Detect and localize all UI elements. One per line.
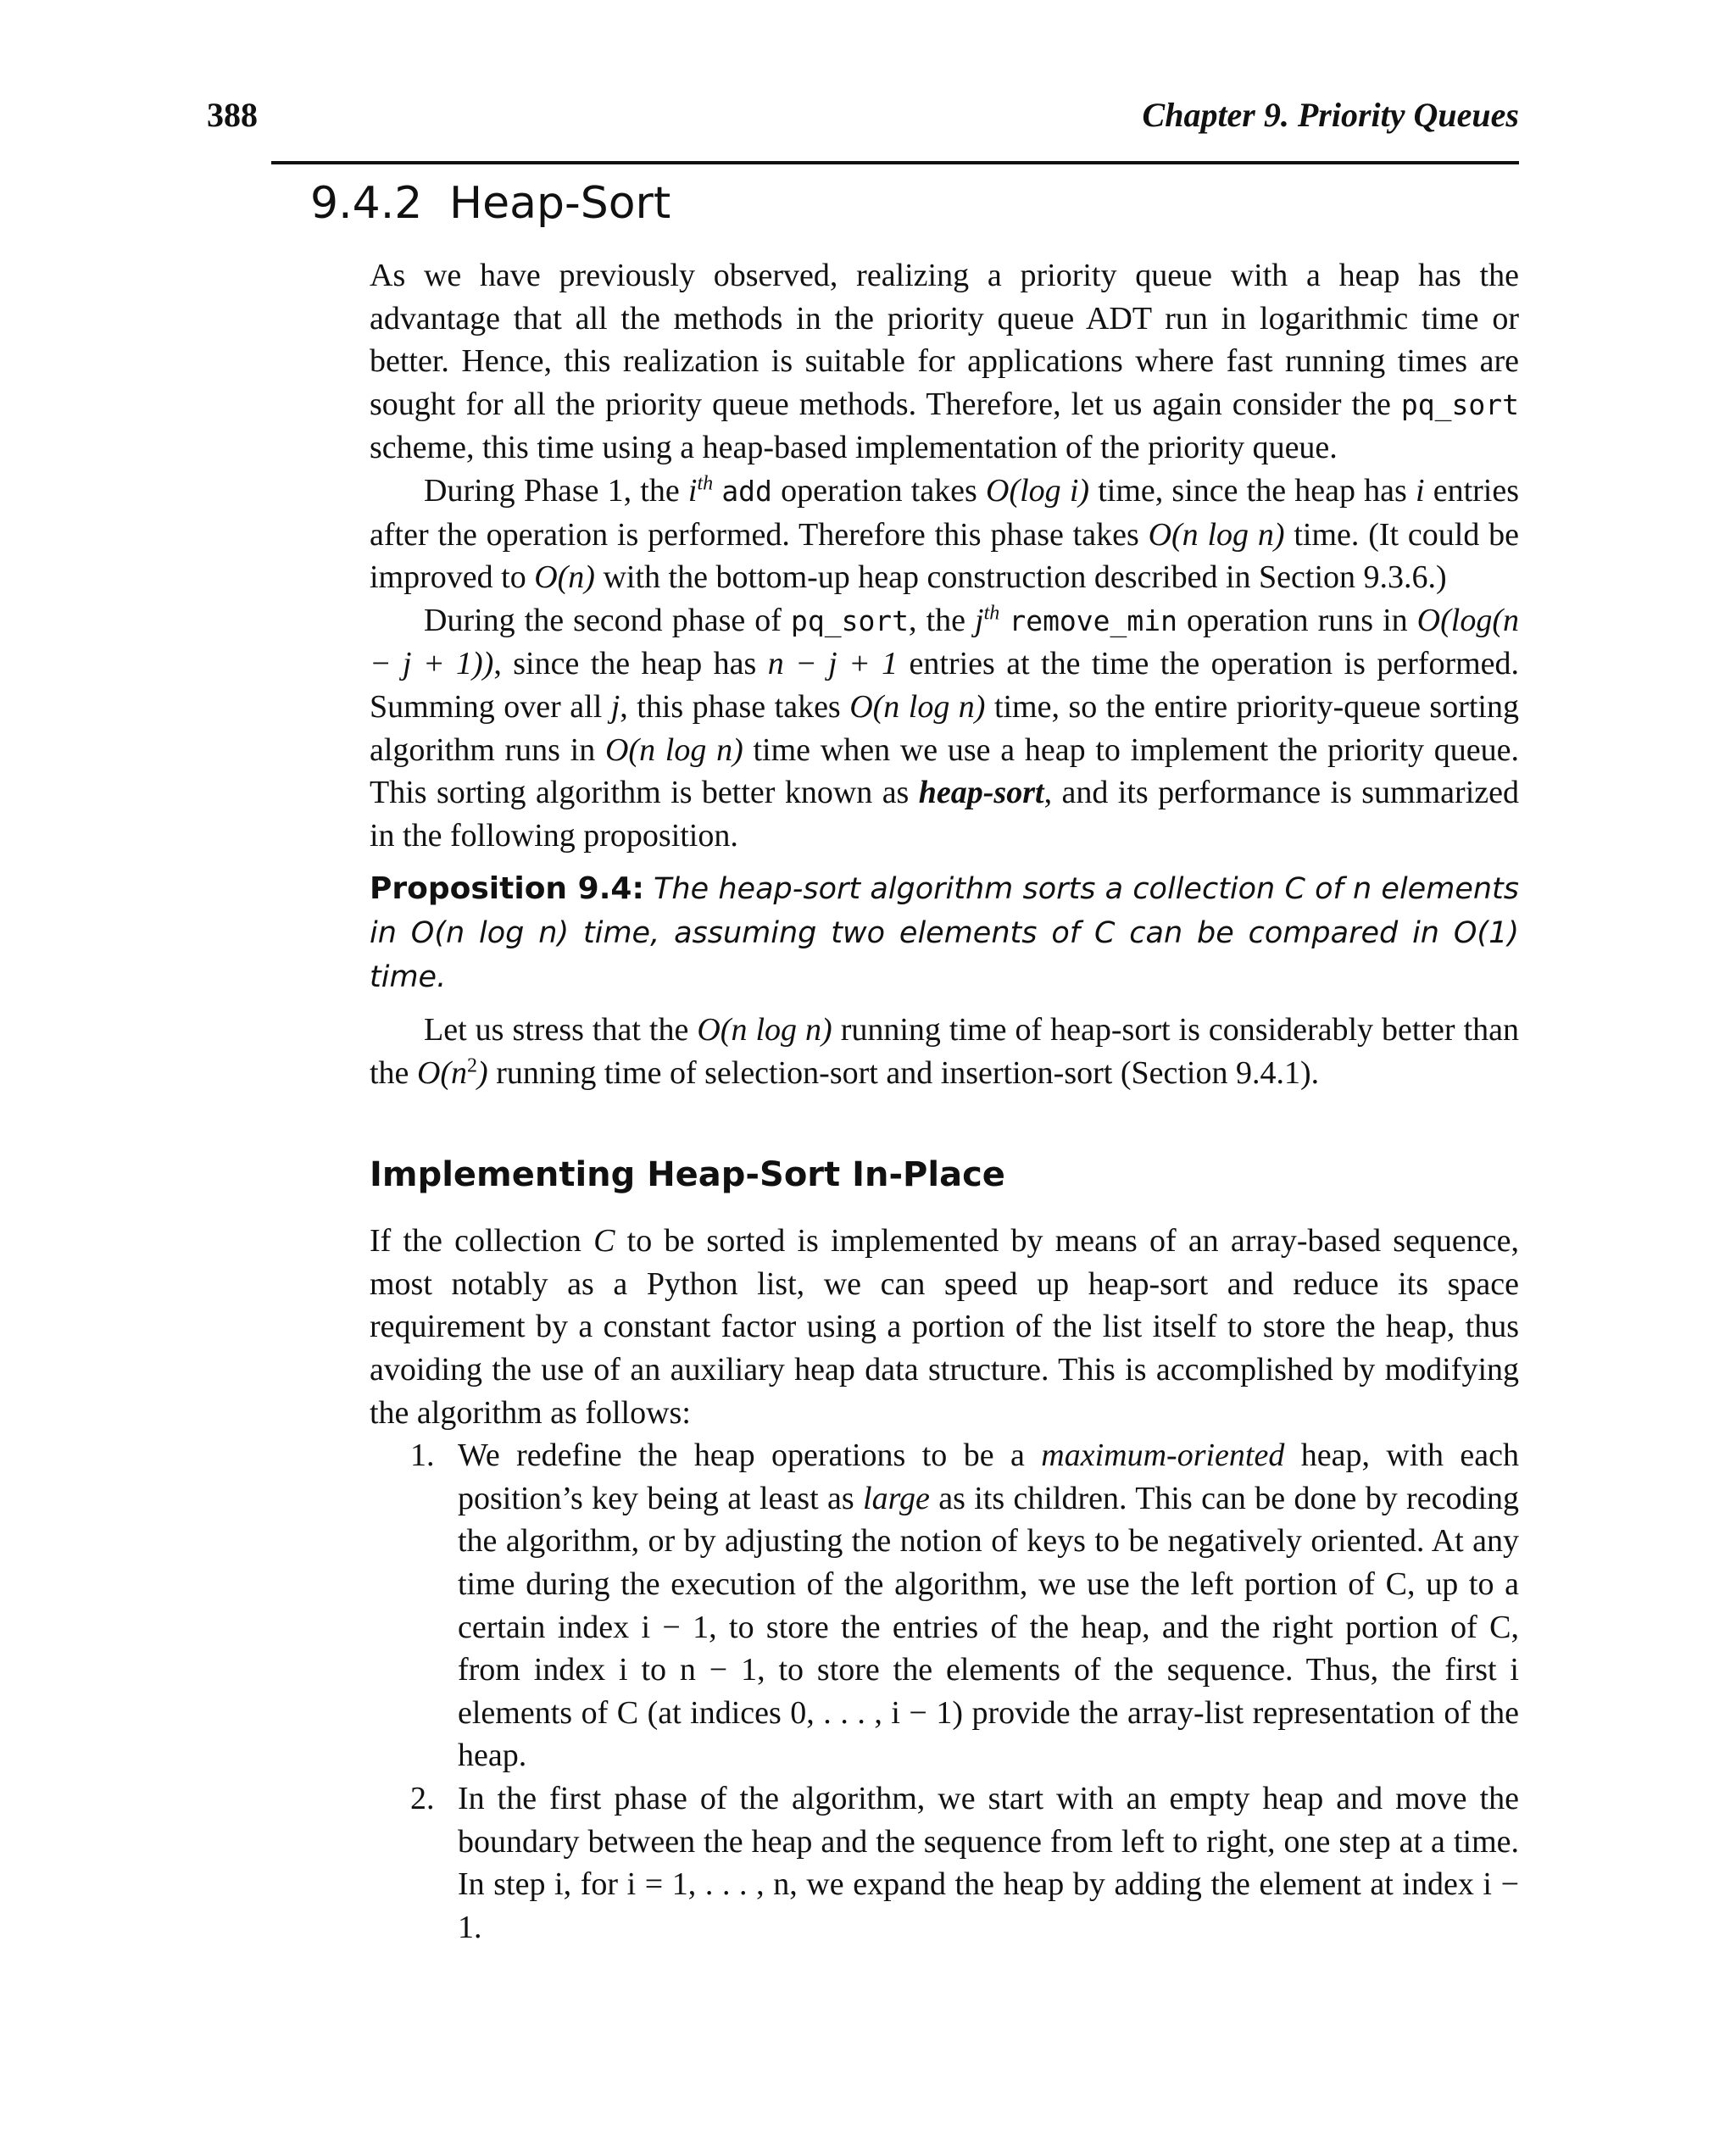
- text-run: , and its performance is summarized in the following proposition.: [370, 775, 1519, 854]
- paragraph-phase-two: [370, 599, 1519, 858]
- list-marker: 2.: [410, 1781, 435, 1816]
- text-run: We redefine the heap operations to be a: [458, 1438, 1042, 1474]
- code-pq-sort: pq_sort: [790, 603, 910, 637]
- header-rule: [271, 161, 1519, 164]
- text-run: operation runs in: [1177, 602, 1417, 638]
- text-run: time. (It could be improved to: [370, 516, 1519, 596]
- term-heap-sort: heap-sort: [918, 775, 1044, 811]
- text-run: If the collection: [370, 1223, 594, 1260]
- math-expression: O(n log n): [1148, 516, 1285, 553]
- math-c: C: [593, 1223, 615, 1260]
- text-run: with the bottom-up heap construction described in Section 9.3.6.): [594, 559, 1447, 596]
- list-item: [370, 1434, 1519, 1777]
- text-run: as its children. This can be done by recoding the algorithm, or by adjusting the notion of keys to be negatively oriented. At any time during the execution of the algorithm, we use the left portion of C, up to a certain index i − 1, to store the entries of the heap, and the right portion of C, from index i to n − 1, to store the elements of the sequence. Thus, the first i elements of C (at indices 0, . . . , i − 1) provide the array-list representation of the heap.: [458, 1480, 1520, 1774]
- text-run: to be sorted is implemented by means of an array-based sequence, most notably as a Python list, we can speed up heap-sort and reduce its space requirement by a constant factor using a portion of the list itself to store the heap, thus avoiding the use of an auxiliary heap data structure. This is accomplished by modifying the algorithm as follows:: [370, 1223, 1520, 1431]
- superscript-th: th: [983, 602, 1000, 625]
- superscript-th: th: [697, 472, 714, 495]
- paragraph-phase-one: [370, 470, 1519, 599]
- section-heading: [310, 178, 670, 229]
- math-expression: O(log i): [986, 472, 1090, 509]
- math-i: i: [687, 472, 698, 509]
- math-expression: O(n log n): [849, 688, 986, 725]
- paragraph-intro: [370, 254, 1519, 470]
- math-expression: O(n: [416, 1054, 468, 1091]
- proposition-text: The heap-sort algorithm sorts a collection C of n elements in O(n log n) time, assuming two elements of C can be compared in O(1) time.: [370, 872, 1519, 994]
- math-expression: n − j + 1: [767, 646, 899, 682]
- proposition: [370, 867, 1519, 998]
- section-number: 9.4.2: [310, 178, 423, 229]
- text-run: entries after the operation is performed. Therefore this phase takes: [370, 472, 1520, 553]
- subsection-heading: Implementing Heap-Sort In-Place: [370, 1155, 1005, 1195]
- proposition-label: Proposition 9.4:: [370, 871, 644, 907]
- text-run: running time of selection-sort and insertion-sort (Section 9.4.1).: [487, 1054, 1320, 1091]
- page-number: 388: [207, 96, 258, 134]
- emphasis-maximum-oriented: maximum-oriented: [1041, 1438, 1285, 1474]
- steps-list: [370, 1434, 1519, 1949]
- text-run: Let us stress that the: [424, 1012, 698, 1048]
- text-run: running time of heap-sort is considerably better than the: [370, 1012, 1519, 1091]
- text-run: time when we use a heap to implement the priority queue. This sorting algorithm is better known as: [370, 731, 1520, 811]
- running-head: [207, 95, 1519, 146]
- math-expression: ): [477, 1054, 488, 1091]
- text-run: , since the heap has: [493, 646, 768, 682]
- text-run: In the first phase of the algorithm, we start with an empty heap and move the boundary between the heap and the sequence from left to right, one step at a time. In step i, for i = 1, . . . , n, we expand the heap by adding the element at index i − 1.: [458, 1781, 1519, 1945]
- math-expression: i: [1415, 472, 1425, 509]
- math-expression: O(n): [534, 559, 595, 596]
- paragraph-intro-end: scheme, this time using a heap-based implementation of the priority queue.: [370, 430, 1338, 466]
- paragraph-intro-text: As we have previously observed, realizing a priority queue with a heap has the advantage that all the methods in the priority queue ADT run in logarithmic time or better. Hence, this realization is suitable for applications where fast running times are sought for all the priority queue methods. Therefore, let us again consider the: [370, 258, 1519, 422]
- text-run: During Phase 1, the: [424, 472, 688, 509]
- text-run: During the second phase of: [424, 602, 791, 638]
- list-item: [370, 1777, 1519, 1949]
- code-pq-sort: pq_sort: [1400, 387, 1519, 421]
- text-run: time, so the entire priority-queue sorting algorithm runs in: [370, 688, 1519, 768]
- code-add: add: [721, 474, 772, 508]
- emphasis-large: large: [863, 1480, 930, 1516]
- text-run: , the: [909, 602, 976, 638]
- section-title: Heap-Sort: [449, 178, 671, 229]
- math-expression: O(n log n): [604, 731, 743, 768]
- chapter-title: Chapter 9. Priority Queues: [1142, 96, 1519, 134]
- code-remove-min: remove_min: [1009, 603, 1178, 637]
- text-run: operation takes: [771, 472, 986, 509]
- math-expression: j: [610, 688, 620, 725]
- math-expression: O(n log n): [697, 1012, 832, 1048]
- text-run: , this phase takes: [620, 688, 850, 725]
- text-run: entries at the time the operation is performed. Summing over all: [370, 646, 1520, 725]
- body-text: [370, 254, 1519, 1949]
- list-marker: 1.: [410, 1438, 435, 1474]
- text-run: time, since the heap has: [1089, 472, 1416, 509]
- math-expression: O(log(n − j + 1)): [370, 602, 1519, 682]
- math-j: j: [975, 602, 984, 638]
- superscript-two: 2: [467, 1054, 478, 1077]
- text-run: heap, with each position’s key being at least as: [458, 1438, 1520, 1516]
- paragraph-stress: [370, 1009, 1519, 1094]
- paragraph-in-place: [370, 1220, 1519, 1434]
